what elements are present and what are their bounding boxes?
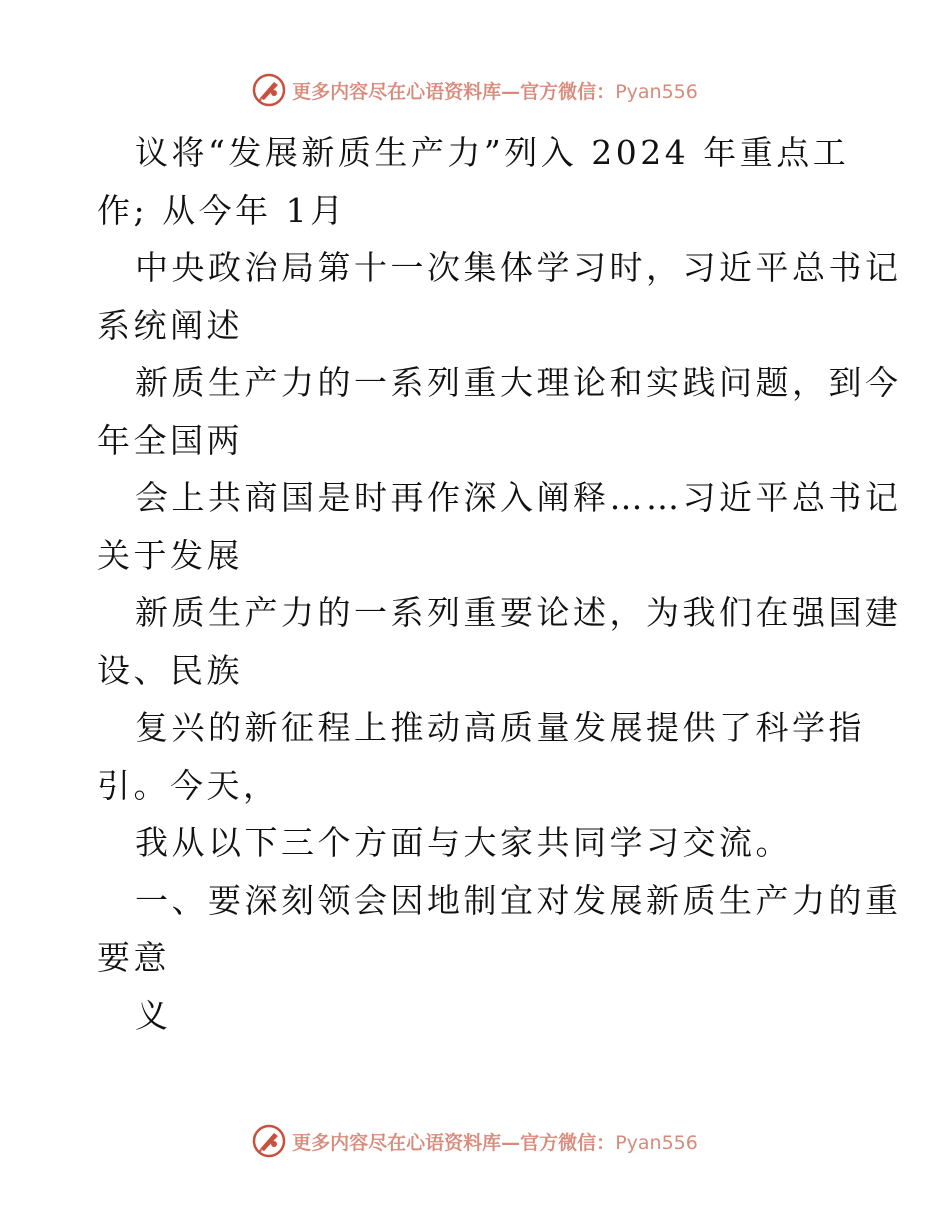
pen-logo-icon: [252, 1124, 286, 1158]
text-line: 引。今天，: [97, 765, 280, 805]
text-line: 设、民族: [97, 650, 243, 690]
watermark-wechat-label: 官方微信：: [520, 1131, 616, 1154]
text-line: 系统阐述: [97, 305, 243, 345]
footer-watermark: [0, 1121, 950, 1161]
watermark-brand: 更多内容尽在心语资料库: [292, 80, 502, 103]
text-line: 复兴的新征程上推动高质量发展提供了科学指: [135, 708, 865, 747]
text-line: 关于发展: [97, 535, 243, 575]
header-watermark: [0, 70, 950, 110]
section-heading-line: 要意: [97, 938, 170, 977]
document-body: [97, 124, 902, 1044]
pen-logo-icon: [252, 73, 286, 107]
text-line: 中央政治局第十一次集体学习时，习近平总书记: [135, 248, 902, 287]
text-line: 会上共商国是时再作深入阐释……习近平总书记: [135, 478, 902, 517]
section-heading-line: 义: [135, 995, 172, 1035]
text-line: 我从以下三个方面与大家共同学习交流。: [135, 823, 792, 862]
watermark-brand: 更多内容尽在心语资料库: [292, 1131, 502, 1154]
text-line: 议将“发展新质生产力”列入 2024 年重点工: [135, 133, 850, 172]
watermark-wechat-label: 官方微信：: [520, 80, 616, 103]
watermark-separator: —: [501, 1131, 521, 1154]
text-line: 作; 从今年 1月: [97, 190, 347, 230]
text-line: 新质生产力的一系列重要论述，为我们在强国建: [135, 593, 902, 632]
text-line: 年全国两: [97, 420, 243, 460]
watermark-wechat-id: Pyan556: [615, 1131, 698, 1154]
watermark-separator: —: [501, 80, 521, 103]
text-line: 新质生产力的一系列重大理论和实践问题，到今: [135, 363, 902, 402]
section-heading-line: 一、要深刻领会因地制宜对发展新质生产力的重: [135, 880, 902, 920]
watermark-wechat-id: Pyan556: [615, 80, 698, 103]
